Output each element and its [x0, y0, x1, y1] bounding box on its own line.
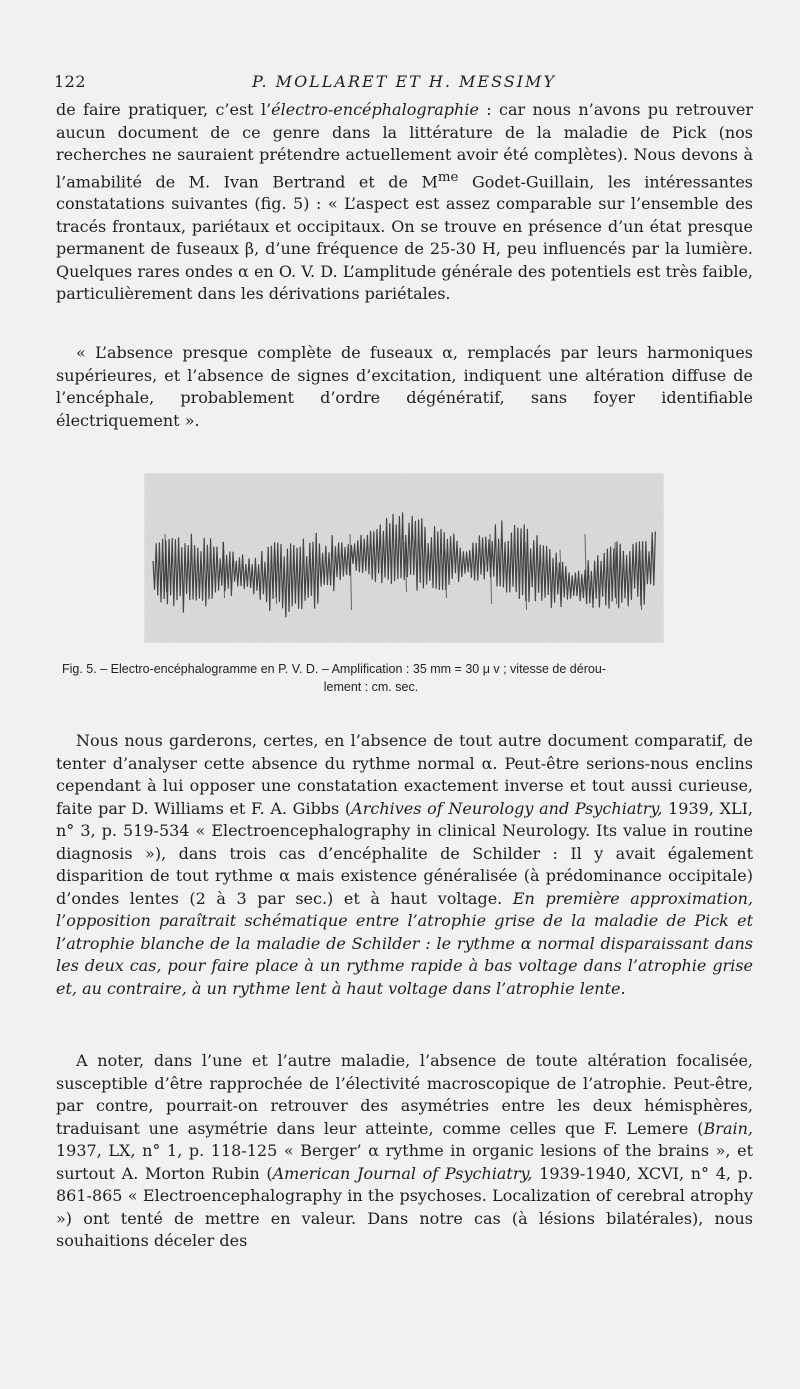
paragraph-text: de faire pratiquer, c’est l’: [56, 100, 272, 119]
paragraph-text: Nous nous garderons, certes, en l’absence de tout autre document comparatif, de tenter d’analyser cette absence du rythme normal α. Peut-être serions-nous enclins cependant à lui opposer une constatation exactement inverse et tout aussi curieuse, faite par D. Williams et F. A. Gibbs (: [56, 731, 753, 818]
paragraph-quote: [56, 342, 753, 432]
paragraph-text: 1939-1940, XCVI, n° 4, p. 861-865 « Electroencephalography in the psychoses. Localization of cerebral atrophy ») ont tenté de mettre en valeur. Dans notre cas (à lésions bilatérales), nous souhaitions déceler des: [56, 1163, 753, 1250]
caption-line: lement : cm. sec.: [323, 680, 419, 694]
superscript: me: [437, 169, 459, 185]
paragraph-text: : car nous n’avons pu retrouver aucun document de ce genre dans la littérature de la maladie de Pick (nos recherches ne sauraient prétendre actuellement avoir été complètes). Nous devons à l’amabilité de M. Ivan Bertrand et de M: [56, 100, 753, 191]
italic-passage: En première approximation, l’opposition paraîtrait schématique entre l’atrophie grise de la maladie de Pick et l’atrophie blanche de la maladie de Schilder : le rythme α normal disparaissant dans les deux cas, pour faire place à un rythme rapide à bas voltage dans l’atrophie grise et, au contraire, à un rythme lent à haut voltage dans l’atrophie lente.: [56, 888, 753, 998]
italic-term: électro-encéphalographie: [271, 100, 479, 119]
paragraph-text: « L’absence presque complète de fuseaux α, remplacés par leurs harmoniques supérieures, et l’absence de signes d’excitation, indiquent une altération diffuse de l’encéphale, probablement d’ordre dégénératif, sans foyer identifiable électriquement ».: [56, 343, 753, 430]
figure-caption: [62, 660, 760, 696]
paragraph-text: A noter, dans l’une et l’autre maladie, l’absence de toute altération focalisée, susceptible d’être rapprochée de l’électivité macroscopique de l’atrophie. Peut-être, par contre, pourrait-on retrouver des asymétries entre les deux hémisphères, traduisant une asymétrie dans leur atteinte, comme celles que F. Lemere (: [56, 1051, 753, 1138]
caption-line: Fig. 5. – Electro-encéphalogramme en P. V. D. – Amplification : 35 mm = 30 μ v ; vitesse de dérou-: [62, 662, 606, 676]
paragraph-eeg-intro: [56, 99, 753, 306]
paragraph-text: 1939, XLI, n° 3, p. 519-534 « Electroencephalography in clinical Neurology. Its value in routine diagnosis »), dans trois cas d’encéphalite de Schilder : Il y avait également disparition de tout rythme α mais existence généralisée (à prédominance occipitale) d’ondes lentes (2 à 3 par sec.) et à haut voltage.: [56, 798, 753, 908]
journal-title: Brain,: [703, 1118, 753, 1138]
paragraph-text: 1937, LX, n° 1, p. 118-125 « Berger’ α rythme in organic lesions of the brains », et surtout A. Morton Rubin (: [56, 1141, 753, 1183]
paragraph-text: Godet-Guillain, les intéressantes constatations suivantes (fig. 5) : « L’aspect est assez comparable sur l’ensemble des tracés frontaux, pariétaux et occipitaux. On se trouve en présence d’un état presque permanent de fuseaux β, d’une fréquence de 25-30 H, peu influencés par la lumière. Quelques rares ondes α en O. V. D. L’amplitude générale des potentiels est très faible, particulièrement dans les dérivations pariétales.: [56, 171, 754, 304]
journal-title: Archives of Neurology and Psychiatry,: [351, 798, 663, 818]
page-number: 122: [54, 72, 87, 91]
running-head: [54, 72, 754, 94]
eeg-trace-image: [145, 474, 663, 642]
paragraph-comparison: [56, 730, 753, 1000]
paragraph-asymmetry: [56, 1050, 753, 1253]
running-title: P. MOLLARET ET H. MESSIMY: [251, 72, 556, 91]
journal-title: American Journal of Psychiatry,: [272, 1163, 533, 1183]
eeg-figure: [145, 474, 663, 642]
